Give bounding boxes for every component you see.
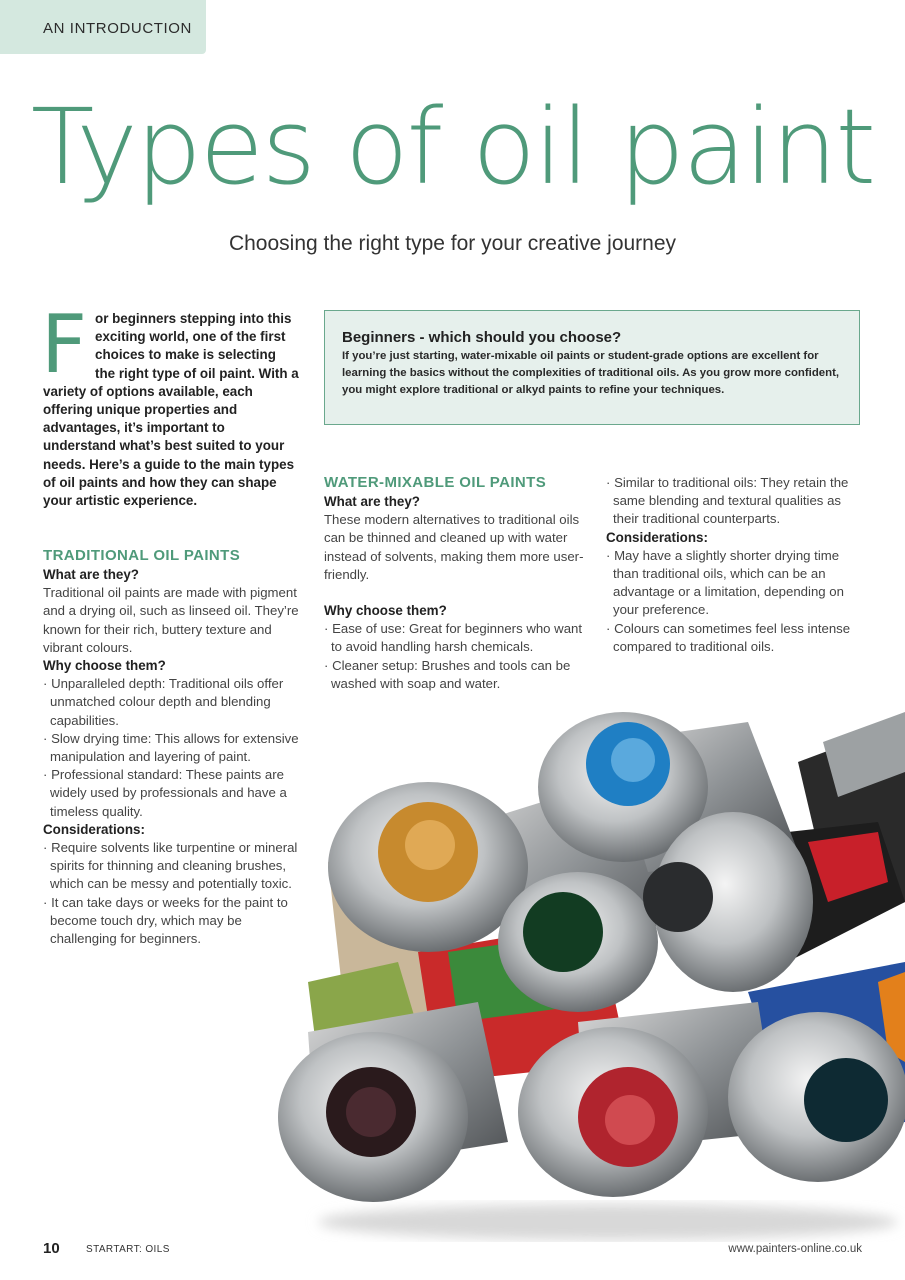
website-url: www.painters-online.co.uk [728,1243,862,1255]
water-why-list-continued [606,474,868,529]
callout-heading: Beginners - which should you choose? [342,329,622,346]
water-heading: WATER-MIXABLE OIL PAINTS [324,474,547,491]
drop-cap: F [41,298,88,391]
water-cons-list [606,547,868,656]
list-item: · It can take days or weeks for the paint to become touch dry, which may be challenging for beginners. [43,894,301,949]
beginners-callout-box [324,310,860,425]
traditional-cons-list [43,839,301,948]
list-item: · Require solvents like turpentine or mineral spirits for thinning and cleaning brushes, which can be messy and potentially toxic. [43,839,301,894]
traditional-what-text: Traditional oil paints are made with pigment and a drying oil, such as linseed oil. They’re known for their rich, buttery texture and vibrant colours. [43,585,299,655]
list-item: · Slow drying time: This allows for extensive manipulation and layering of paint. [43,730,301,766]
water-mixable-section [324,473,586,693]
traditional-heading: TRADITIONAL OIL PAINTS [43,547,241,564]
intro-text: or beginners stepping into this exciting world, one of the first choices to make is selecting the right type of oil paint. With a variety of options available, each offering unique properties and advantages, it’s important to understand what’s best suited to your needs. Here’s a guide to the main types of oil paints and how they can shape your artistic experience. [43,311,299,509]
list-item: · Unparalleled depth: Traditional oils offer unmatched colour depth and blending capabilities. [43,675,301,730]
list-item: · Cleaner setup: Brushes and tools can be washed with soap and water. [324,657,586,693]
list-item: · Similar to traditional oils: They retain the same blending and textural qualities as their traditional counterparts. [606,474,868,529]
page-number: 10 [43,1240,60,1257]
traditional-why-label: Why choose them? [43,658,166,674]
page-subtitle: Choosing the right type for your creative journey [228,232,677,255]
paint-tubes-photo [278,702,905,1242]
traditional-why-list [43,675,301,821]
traditional-section [43,546,301,948]
list-item: · Professional standard: These paints are widely used by professionals and have a timeless quality. [43,766,301,821]
section-tab-label: AN INTRODUCTION [43,20,192,37]
list-item: · May have a slightly shorter drying time than traditional oils, which can be an advantage or a limitation, depending on your preference. [606,547,868,620]
list-item: · Colours can sometimes feel less intense compared to traditional oils. [606,620,868,656]
list-item: · Ease of use: Great for beginners who want to avoid handling harsh chemicals. [324,620,586,656]
traditional-cons-label: Considerations: [43,821,145,837]
water-why-list [324,620,586,693]
section-tab [0,0,206,54]
callout-text: If you’re just starting, water-mixable oil paints or student-grade options are excellent for learning the basics without the complexities of traditional oils. As you grow more confident, you might explore traditional or alkyd paints to refine your techniques. [342,350,840,396]
water-why-label: Why choose them? [324,603,447,619]
water-mixable-continued [606,474,868,656]
water-cons-label: Considerations: [606,529,708,545]
intro-paragraph [41,298,299,510]
magazine-name: STARTART: OILS [86,1244,170,1255]
traditional-what-label: What are they? [43,567,139,582]
water-what-text: These modern alternatives to traditional oils can be thinned and cleaned up with water instead of solvents, making them more user-friendly. [324,512,584,582]
page-title: Types of oil paint [30,86,875,208]
water-what-label: What are they? [324,494,420,509]
